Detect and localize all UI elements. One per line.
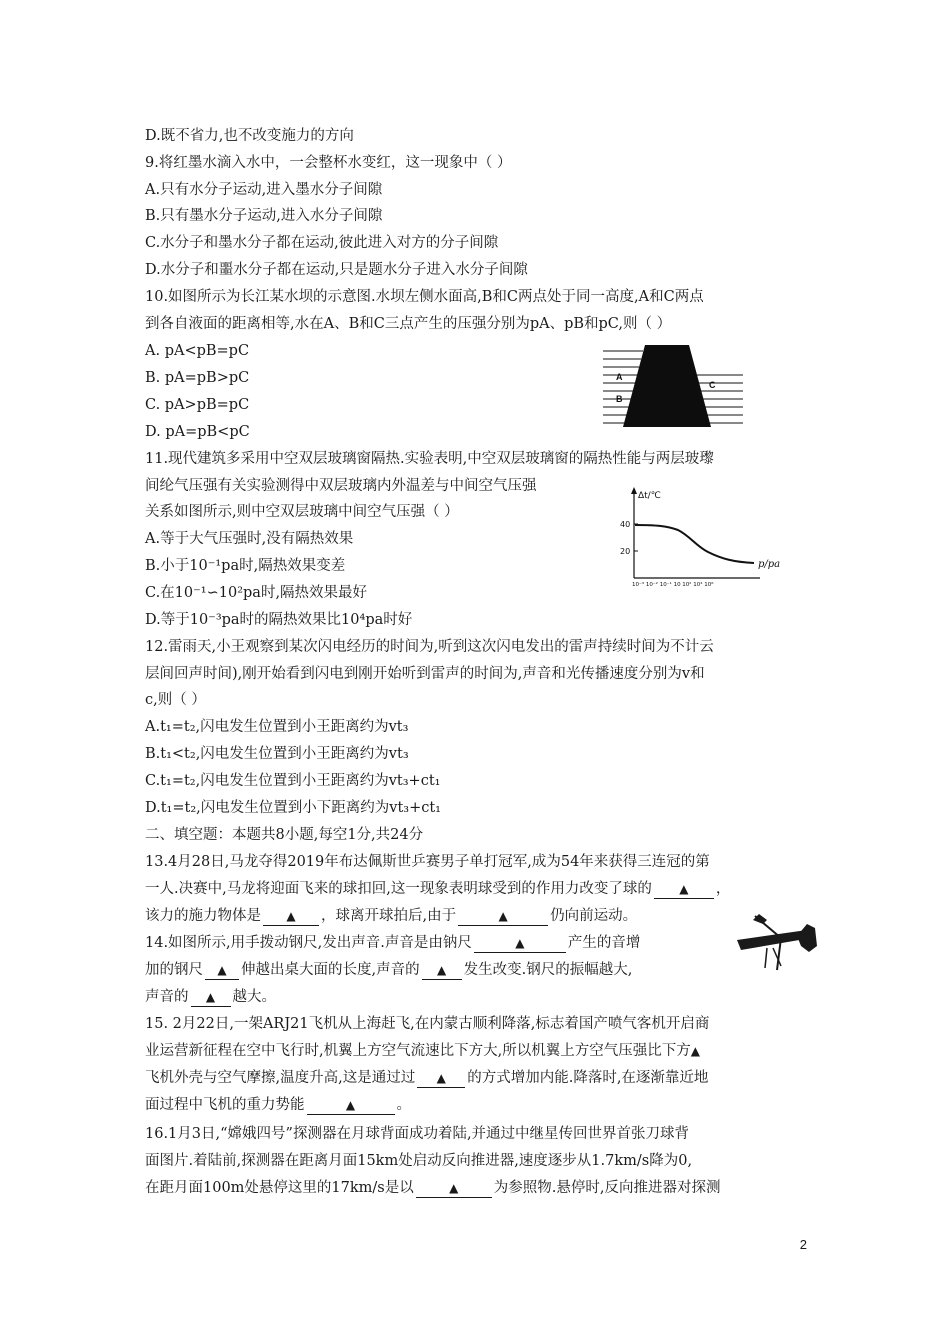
q12-stem-line2: 层间回声时间),刚开始看到闪电到刚开始听到雷声的时间为,声音和光传播速度分别为v和 [145, 666, 705, 682]
dam-body [623, 345, 711, 427]
point-b-label: B [616, 394, 623, 404]
q15-line4 [145, 1095, 411, 1115]
q13-text-2b: ， [715, 881, 731, 897]
q12-stem-line1: 12.雷雨天,小王观察到某次闪电经历的时间为,听到这次闪电发出的雷声持续时间为不计云 [145, 639, 714, 655]
q15-text-3b: 的方式增加内能.降落时,在逐渐靠近地 [467, 1070, 709, 1086]
q14-text-2a: 加的钢尺 [145, 962, 203, 978]
q14-line3 [145, 987, 276, 1007]
q14-line1 [145, 933, 640, 953]
y-axis-arrow [631, 487, 637, 494]
page-number: 2 [799, 1237, 807, 1252]
q16-line1: 16.1月3日,“嫦娥四号”探测器在月球背面成功着陆,并通过中继星传回世界首张刀球背 [145, 1126, 690, 1142]
q16-line2: 面图片.着陆前,探测器在距离月面15km处启动反向推进器,速度逐步从1.7km/s降为0, [145, 1153, 693, 1169]
q15-text-2: 业运营新征程在空中飞行时,机翼上方空气流速比下方大,所以机翼上方空气压强比下方 [145, 1043, 691, 1059]
q10-option-d: D. pA=pB<pC [145, 424, 250, 440]
q13-text-3c: 仍向前运动。 [550, 908, 638, 924]
q15-text-4a: 面过程中飞机的重力势能 [145, 1097, 305, 1113]
q11-stem-line2: 间纶气压强有关实验测得中双层玻璃内外温差与中间空气压强 [145, 478, 537, 494]
q9-option-d: D.水分子和噩水分子都在运动,只是题水分子进入水分子间隙 [145, 262, 528, 278]
y-axis-label: Δt/℃ [638, 491, 661, 501]
q14-text-3a: 声音的 [145, 989, 189, 1005]
q14-text-1a: 14.如图所示,用手拨动钢尺,发出声音.声音是由钠尺 [145, 935, 472, 951]
q13-line1: 13.4月28日,马龙夺得2019年布达佩斯世乒赛男子单打冠军,成为54年来获得三连冠的第 [145, 854, 710, 870]
q14-text-2c: 发生改变.钢尺的振幅越大, [463, 962, 633, 978]
q15-line3 [145, 1068, 708, 1088]
y-tick-20: 20 [620, 547, 631, 556]
answer-blank[interactable]: ▲ [191, 989, 231, 1007]
q15-line1: 15. 2月22日,一架ARJ21飞机从上海赶飞,在内蒙古顺利降落,标志着国产喷气客机开启商 [145, 1016, 710, 1032]
q12-option-a: A.t₁=t₂,闪电发生位置到小王距离约为vt₃ [145, 719, 409, 735]
q11-option-b: B.小于10⁻¹pa时,隔热效果变差 [145, 558, 346, 574]
answer-blank[interactable]: ▲ [205, 962, 239, 980]
q14-text-3b: 越大。 [232, 989, 276, 1005]
q14-line2 [145, 960, 632, 980]
q12-option-d: D.t₁=t₂,闪电发生位置到小下距离约为vt₃+ct₁ [145, 800, 441, 816]
q15-text-4b: 。 [396, 1097, 411, 1113]
q15-line2 [145, 1041, 700, 1061]
q13-line3 [145, 906, 637, 926]
q10-option-c: C. pA>pB=pC [145, 397, 250, 413]
answer-blank[interactable]: ▲ [307, 1097, 395, 1115]
q11-stem-line1: 11.现代建筑多采用中空双层玻璃窗隔热.实验表明,中空双层玻璃窗的隔热性能与两层玻瓈 [145, 451, 714, 467]
x-axis-label: p/pa [758, 559, 781, 570]
point-c-label: C [709, 380, 716, 390]
q13-line2 [145, 879, 730, 899]
answer-blank-mark[interactable]: ▲ [690, 1044, 700, 1058]
q10-stem-line1: 10.如图所示为长江某水坝的示意图.水坝左侧水面高,B和C两点处于同一高度,A和C两点 [145, 289, 704, 305]
q9-stem: 9.将红墨水滴入水中，一会整杯水变红，这一现象中（ ） [145, 155, 512, 171]
q12-stem-line3: c,则（ ） [145, 692, 206, 708]
q13-text-3b: ，球离开球拍后,由于 [321, 908, 457, 924]
q12-option-b: B.t₁<t₂,闪电发生位置到小王距离约为vt₃ [145, 746, 409, 762]
answer-blank[interactable]: ▲ [422, 962, 462, 980]
q16-text-3a: 在距月面100m处悬停这里的17km/s是以 [145, 1180, 414, 1196]
q10-option-a: A. pA<pB=pC [145, 343, 250, 359]
answer-blank[interactable]: ▲ [416, 1180, 492, 1198]
q9-option-a: A.只有水分子运动,进入墨水分子间隙 [145, 182, 383, 198]
q16-line3 [145, 1178, 720, 1198]
q10-stem-line2: 到各自液面的距离相等,水在A、B和C三点产生的压强分别为pA、pB和pC,则（ ） [145, 316, 672, 332]
q11-option-d: D.等于10⁻³pa时的隔热效果比10⁴pa时好 [145, 612, 413, 628]
answer-blank[interactable]: ▲ [417, 1070, 465, 1088]
q10-option-b: B. pA=pB>pC [145, 370, 250, 386]
point-a-label: A [616, 372, 623, 382]
answer-blank[interactable]: ▲ [263, 908, 319, 926]
dam-figure [603, 343, 743, 428]
answer-blank[interactable]: ▲ [654, 881, 714, 899]
q14-text-1b: 产生的音增 [567, 935, 641, 951]
pressure-graph [612, 484, 792, 589]
x-tick-labels: 10⁻³ 10⁻² 10⁻¹ 10 10² 10⁴ 10⁶ [632, 582, 714, 588]
q11-option-a: A.等于大气压强时,没有隔热效果 [145, 531, 354, 547]
hand-icon [797, 924, 817, 952]
q9-option-b: B.只有墨水分子运动,进入水分子间隙 [145, 208, 383, 224]
q16-text-3b: 为参照物.悬停时,反向推进器对探测 [493, 1180, 721, 1196]
section-2-title: 二、填空题：本题共8小题,每空1分,共24分 [145, 827, 424, 843]
q9-option-c: C.水分子和墨水分子都在运动,彼此进入对方的分子间隙 [145, 235, 499, 251]
q8-option-d: D.既不省力,也不改变施力的方向 [145, 128, 354, 144]
q15-text-3a: 飞机外壳与空气摩擦,温度升高,这是通过过 [145, 1070, 416, 1086]
q12-option-c: C.t₁=t₂,闪电发生位置到小王距离约为vt₃+ct₁ [145, 773, 441, 789]
answer-blank[interactable]: ▲ [474, 935, 566, 953]
q14-text-2b: 伸越出桌大面的长度,声音的 [241, 962, 420, 978]
answer-blank[interactable]: ▲ [458, 908, 548, 926]
q11-stem-line3: 关系如图所示,则中空双层玻璃中间空气压强（ ） [145, 504, 459, 520]
y-tick-40: 40 [620, 520, 631, 529]
curve [635, 525, 754, 563]
q11-option-c: C.在10⁻¹∽10²pa时,隔热效果最好 [145, 585, 368, 601]
steel-ruler-figure [737, 912, 819, 974]
q13-text-2a: 一人.决赛中,马龙将迎面飞来的球扣回,这一现象表明球受到的作用力改变了球的 [145, 881, 652, 897]
q13-text-3a: 该力的施力物体是 [145, 908, 261, 924]
